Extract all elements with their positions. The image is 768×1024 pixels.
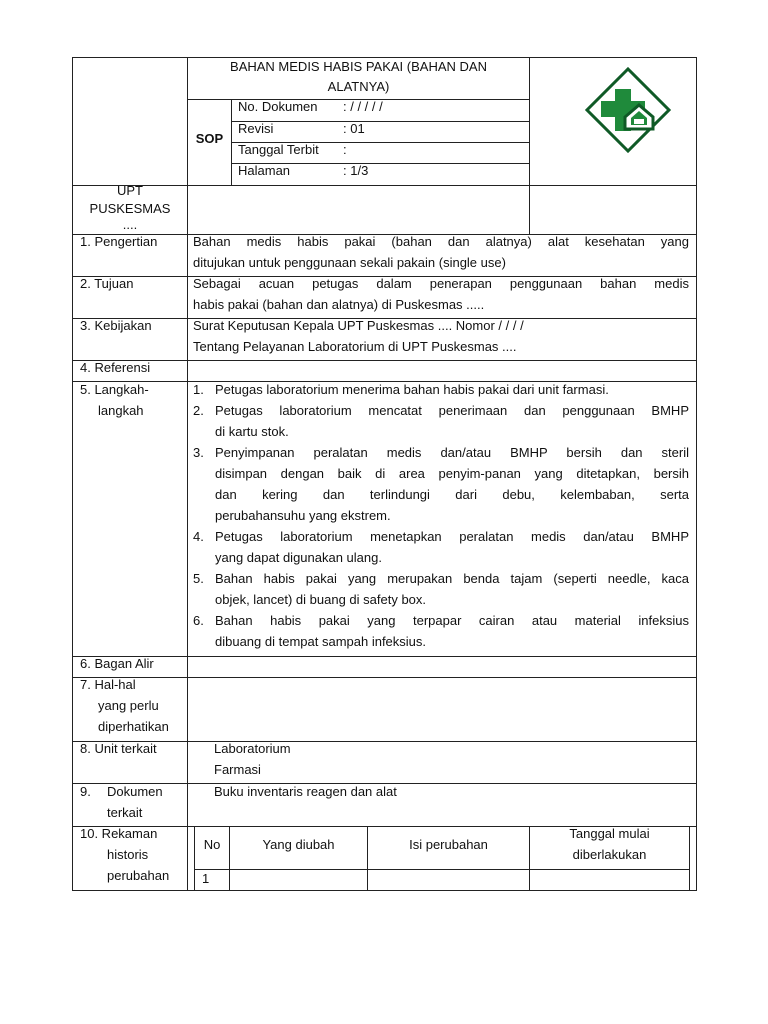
rev-row-line [194, 869, 690, 870]
meta-value-halaman: : 1/3 [343, 163, 369, 178]
org-line-1: UPT [117, 183, 143, 198]
step-5-num: 5. [193, 571, 204, 586]
label-langkah-1: 5. Langkah- [80, 382, 149, 397]
step-4-num: 4. [193, 529, 204, 544]
label-bagan-alir: 6. Bagan Alir [80, 656, 154, 671]
border-right [696, 57, 697, 891]
label-tujuan: 2. Tujuan [80, 276, 134, 291]
step-1-num: 1. [193, 382, 204, 397]
label-dokumen-2: terkait [107, 805, 143, 820]
label-halhal-2: yang perlu [98, 698, 159, 713]
label-dokumen-1: Dokumen [107, 784, 163, 799]
sop-document [72, 57, 697, 891]
meta-label-revisi: Revisi [238, 121, 274, 136]
label-rekaman-2: historis [107, 847, 149, 862]
label-halhal-1: 7. Hal-hal [80, 677, 136, 692]
rev-header-no: No [203, 837, 221, 852]
sop-label: SOP [195, 131, 224, 146]
label-dokumen-num: 9. [80, 784, 91, 799]
rev-header-tanggal-2: diberlakukan [572, 847, 647, 862]
unit-line-1: Laboratorium [214, 741, 291, 756]
rev-header-tanggal-1: Tanggal mulai [569, 826, 650, 841]
label-rekaman-1: 10. Rekaman [80, 826, 158, 841]
meta-line-1 [231, 121, 529, 122]
meta-value-tanggal-terbit: : [343, 142, 347, 157]
step-2-line-2: di kartu stok. [215, 424, 289, 439]
rev-header-yang-diubah: Yang diubah [262, 837, 335, 852]
step-5-line-2: objek, lancet) di buang di safety box. [215, 592, 427, 607]
pengertian-line-1: Bahan medis habis pakai (bahan dan alatnya) alat kesehatan yang [193, 234, 689, 249]
step-4-line-2: yang dapat digunakan ulang. [215, 550, 382, 565]
step-6-line-1: Bahan habis pakai yang terpapar cairan atau material infeksius [215, 613, 689, 628]
step-6-line-2: dibuang di tempat sampah infeksius. [215, 634, 427, 649]
doc-title-line-1: BAHAN MEDIS HABIS PAKAI (BAHAN DAN [230, 59, 487, 74]
row-line-halhal [72, 741, 697, 742]
kebijakan-line-2: Tentang Pelayanan Laboratorium di UPT Puskesmas .... [193, 339, 517, 354]
header-divider-right [529, 57, 530, 234]
label-kebijakan: 3. Kebijakan [80, 318, 152, 333]
step-2-line-1: Petugas laboratorium mencatat penerimaan dan penggunaan BMHP [215, 403, 689, 418]
step-4-line-1: Petugas laboratorium menetapkan peralatan medis dan/atau BMHP [215, 529, 689, 544]
label-langkah-2: langkah [98, 403, 144, 418]
row-line-langkah [72, 656, 697, 657]
tujuan-line-2: habis pakai (bahan dan alatnya) di Puskesmas ..... [193, 297, 485, 312]
puskesmas-logo-icon [585, 67, 671, 153]
meta-value-no-dokumen: : / / / / / [343, 99, 383, 114]
step-1-line-1: Petugas laboratorium menerima bahan habis pakai dari unit farmasi. [215, 382, 609, 397]
rev-row-1-no: 1 [202, 871, 210, 886]
pengertian-line-2: ditujukan untuk penggunaan sekali pakain (single use) [193, 255, 506, 270]
tujuan-line-1: Sebagai acuan petugas dalam penerapan penggunaan bahan medis [193, 276, 689, 291]
meta-label-no-dokumen: No. Dokumen [238, 99, 318, 114]
step-3-line-3: dan kering dan terlindungi dari debu, kelembaban, serta [215, 487, 689, 502]
rev-header-isi-perubahan: Isi perubahan [409, 837, 488, 852]
step-3-line-2: disimpan dengan baik di area penyim-panan yang ditetapkan, bersih [215, 466, 689, 481]
dokumen-line-1: Buku inventaris reagen dan alat [214, 784, 397, 799]
rev-table-right [689, 826, 690, 890]
label-rekaman-3: perubahan [107, 868, 170, 883]
step-3-num: 3. [193, 445, 204, 460]
section-divider [187, 234, 188, 891]
step-3-line-4: perubahansuhu yang ekstrem. [215, 508, 391, 523]
meta-label-halaman: Halaman [238, 163, 291, 178]
org-line-3: .... [122, 217, 138, 232]
kebijakan-line-1: Surat Keputusan Kepala UPT Puskesmas .... Nomor / / / / [193, 318, 524, 333]
org-line-2: PUSKESMAS [89, 201, 171, 216]
label-referensi: 4. Referensi [80, 360, 151, 375]
doc-title-line-2: ALATNYA) [327, 79, 390, 94]
label-halhal-3: diperhatikan [98, 719, 169, 734]
label-pengertian: 1. Pengertian [80, 234, 158, 249]
label-unit-terkait: 8. Unit terkait [80, 741, 157, 756]
row-line-bagan [72, 677, 697, 678]
row-line-kebijakan [72, 360, 697, 361]
step-5-line-1: Bahan habis pakai yang merupakan benda tajam (seperti needle, kaca [215, 571, 689, 586]
border-bottom [72, 890, 697, 891]
meta-value-revisi: : 01 [343, 121, 365, 136]
step-2-num: 2. [193, 403, 204, 418]
step-6-num: 6. [193, 613, 204, 628]
step-3-line-1: Penyimpanan peralatan medis dan/atau BMHP bersih dan steril [215, 445, 689, 460]
unit-line-2: Farmasi [214, 762, 261, 777]
meta-label-tanggal-terbit: Tanggal Terbit [238, 142, 319, 157]
